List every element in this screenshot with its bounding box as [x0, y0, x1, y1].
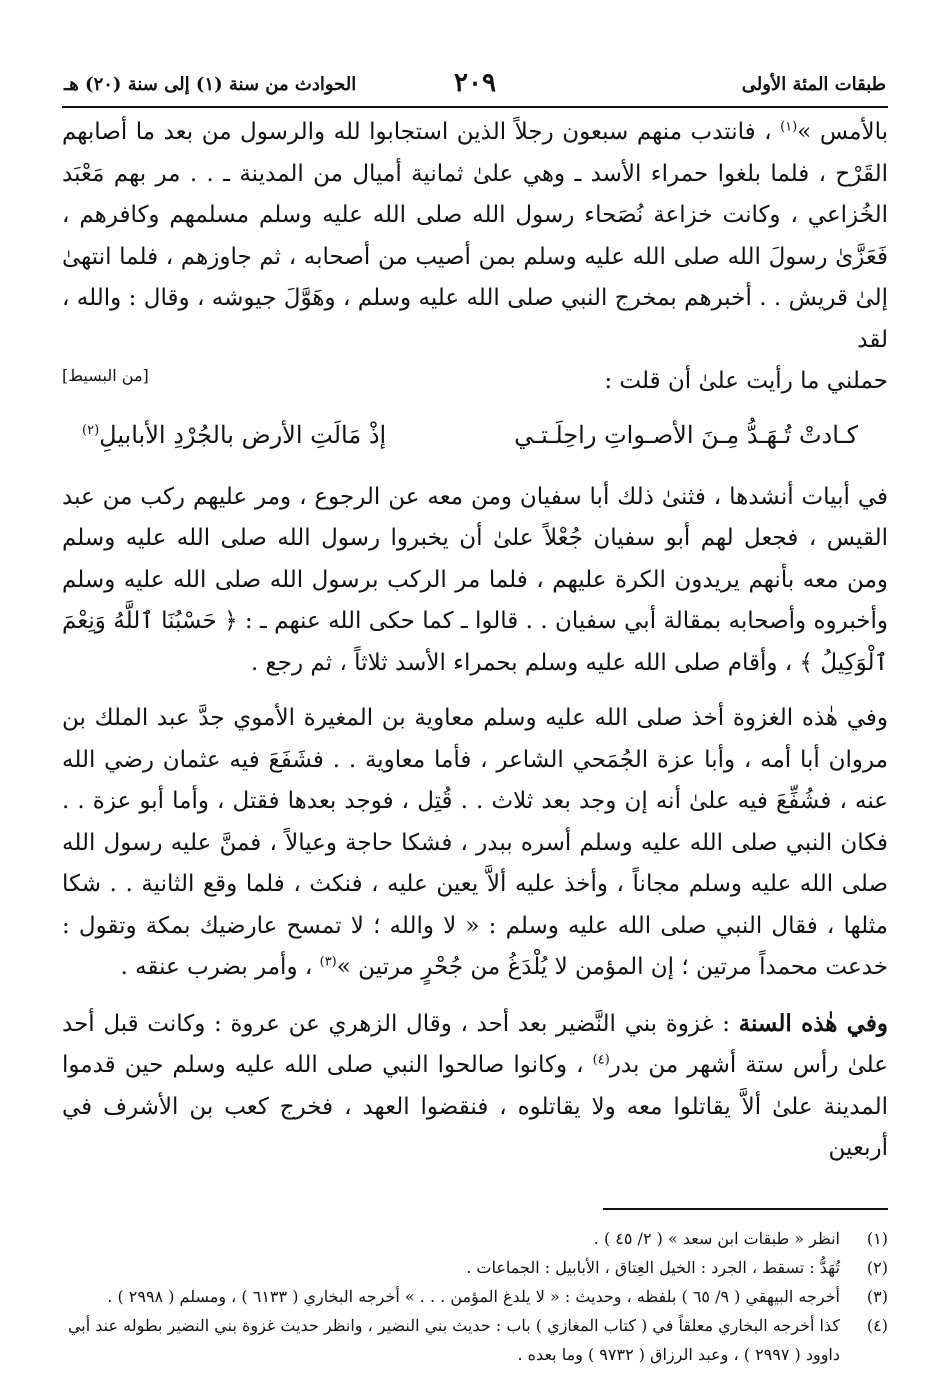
footnote-text: أخرجه البيهقي ( ٩/ ٦٥ ) بلفظه ، وحديث : « لا يلدغ المؤمن . . . » أخرجه البخاري ( ٦١٣٣ ) ، ومسلم ( ٢٩٩٨ ) . [107, 1286, 840, 1306]
footnotes [62, 1224, 888, 1369]
footnote-text: تُهَدُّ : تسقط ، الجرد : الخيل العِتاق ، الأبابيل : الجماعات . [466, 1257, 840, 1277]
footnote-text: كذا أخرجه البخاري معلقاً في ( كتاب المغازي ) باب : حديث بني النضير ، وانظر حديث غزوة بني النضير بطوله عند أبي داوود ( ٢٩٩٧ ) ، وعبد الرزاق ( ٩٧٣٢ ) وما بعده . [67, 1315, 840, 1364]
book-title: طبقات المئة الأولى [741, 74, 886, 95]
paragraph-3: وفي هٰذه الغزوة أخذ صلى الله عليه وسلم معاوية بن المغيرة الأموي جدَّ عبد الملك بن مروان أبا أمه ، وأبا عزة الجُمَحي الشاعر ، فأما معاوية . . فشَفَعَ فيه عثمان رضي الله عنه ، فشُفِّعَ فيه علىٰ أنه إن وجد بعد ثلاث . . قُتِل ، فوجد بعدها فقتل ، وأما أبو عزة . . فكان النبي صلى الله عليه وسلم أسره ببدر ، فشكا حاجة وعيالاً ، فمنَّ عليه رسول الله صلى الله عليه وسلم مجاناً ، وأخذ عليه ألاَّ يعين عليه ، فنكث ، فلما وقع الثانية . . شكا مثلها ، فقال النبي صلى الله عليه وسلم : « لا والله ؛ لا تمسح عارضيك بمكة وتقول : خدعت محمداً مرتين ؛ إن المؤمن لا يُلْدَغُ من جُحْرٍ مرتين »$^{(٣)}$ ، وأمر بضرب عنقه . [62, 705, 888, 980]
footnote-number: (٢) [866, 1257, 888, 1277]
page-number: ٢٠٩ [454, 68, 496, 98]
footnote-item [62, 1224, 888, 1253]
paragraph-2: في أبيات أنشدها ، فثنىٰ ذلك أبا سفيان ومن معه عن الرجوع ، ومر عليهم ركب من عبد القيس ، فجعل لهم أبو سفيان جُعْلاً علىٰ أن يخبروا رسول الله صلى الله عليه وسلم ومن معه بأنهم يريدون الكرة عليهم ، فلما مر الركب برسول الله صلى الله عليه وسلم وأخبروه وأصحابه بمقالة أبي سفيان . . قالوا ـ كما حكى الله عنهم ـ : ﴿ حَسْبُنَا ٱللَّهُ وَنِعْمَ ٱلْوَكِيلُ ﴾ ، وأقام صلى الله عليه وسلم بحمراء الأسد ثلاثاً ، ثم رجع . [62, 483, 888, 676]
poetic-meter-label: [من البسيط] [62, 366, 149, 385]
paragraph-lead: وفي هٰذه السنة [738, 1009, 888, 1037]
verse-first-hemistich: كـادتْ تُـهَـدُّ مِـنَ الأصـواتِ راحِلَـتـي [514, 420, 858, 449]
footnote-item [62, 1253, 888, 1282]
footnote-ref-3: (٣) [319, 954, 337, 970]
verse-second-hemistich: إذْ مَالَتِ الأرض بالجُرْدِ الأبابيلِ$^{(٢)}$ [82, 420, 387, 449]
footnote-number: (٣) [866, 1286, 888, 1306]
footnote-number: (١) [866, 1228, 888, 1248]
footnote-ref-4: (٤) [592, 1052, 610, 1068]
footnote-number: (٤) [866, 1315, 888, 1335]
footnote-item [62, 1282, 888, 1311]
footnote-text: انظر « طبقات ابن سعد » ( ٢/ ٤٥ ) . [593, 1228, 840, 1248]
verse-intro-line: حملني ما رأيت علىٰ أن قلت : [من البسيط] [62, 361, 888, 403]
book-page [62, 66, 888, 1369]
running-header [62, 66, 888, 108]
poem-verse [62, 403, 888, 463]
footnote-ref-2: (٢) [82, 422, 100, 438]
paragraph-1: بالأمس »$^{(١)}$ ، فانتدب منهم سبعون رجلاً الذين استجابوا لله والرسول من بعد ما أصابهم القَرْح ، فلما بلغوا حمراء الأسد ـ وهي علىٰ ثمانية أميال من المدينة ـ . . مر بهم مَعْبَد الخُزاعي ، وكانت خزاعة نُصَحاء رسول الله صلى الله عليه وسلم مسلمهم وكافرهم ، فَعَزَّىٰ رسولَ الله صلى الله عليه وسلم بمن أصيب من أصحابه ، ثم جاوزهم ، فلما انتهىٰ إلىٰ قريش . . أخبرهم بمخرج النبي صلى الله عليه وسلم ، وهَوَّلَ جيوشه ، وقال : والله ، لقد [62, 119, 889, 353]
footnote-divider [603, 1208, 888, 1210]
section-title: الحوادث من سنة (١) إلى سنة (٢٠) هـ [64, 74, 357, 95]
footnote-item [62, 1311, 888, 1369]
main-text [62, 112, 888, 1170]
footnote-ref-1: (١) [780, 119, 798, 135]
paragraph-4: وفي هٰذه السنة : غزوة بني النَّضير بعد أحد ، وقال الزهري عن عروة : وكانت قبل أحد علىٰ رأس ستة أشهر من بدر$^{(٤)}$ ، وكانوا صالحوا النبي صلى الله عليه وسلم حين قدموا المدينة علىٰ ألاَّ يقاتلوا معه ولا يقاتلوه ، فنقضوا العهد ، فخرج كعب بن الأشرف في أربعين [62, 1009, 889, 1161]
